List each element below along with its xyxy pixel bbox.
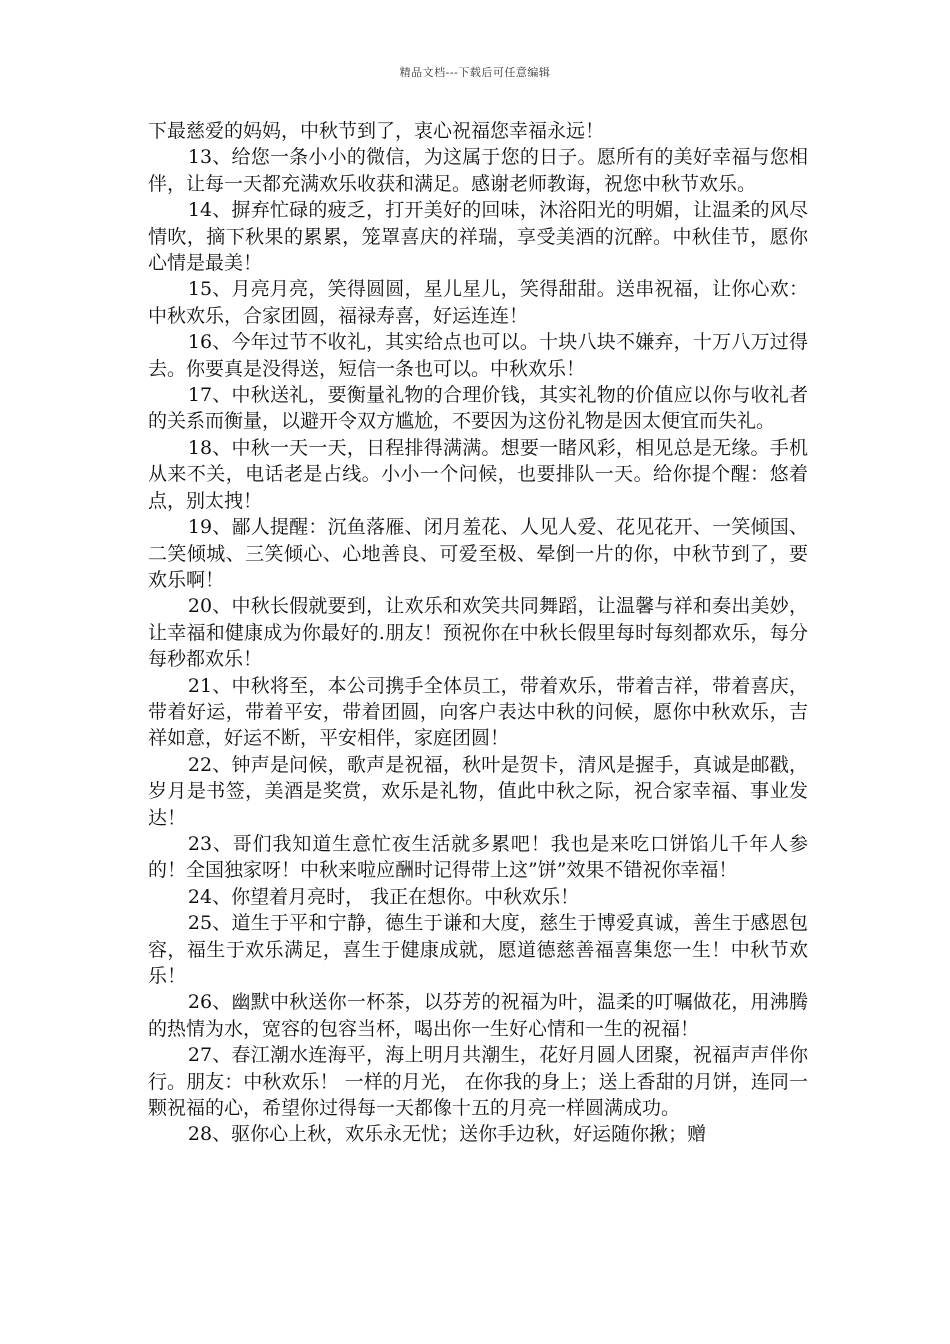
page-header: 精品文档---下载后可任意编辑	[399, 66, 551, 79]
paragraph: 下最慈爱的妈妈，中秋节到了，衷心祝福您幸福永远！	[148, 120, 605, 142]
paragraph: 19、鄙人提醒：沉鱼落雁、闭月羞花、人见人爱、花见花开、一笑倾国、二笑倾城、三笑倾心、心地善良、可爱至极、晕倒一片的你，中秋节到了，要欢乐啊！	[148, 516, 808, 591]
document-body	[148, 118, 808, 1148]
paragraph: 23、哥们我知道生意忙夜生活就多累吧！我也是来吃口饼馅儿千年人参的！全国独家呀！中秋来啦应酬时记得带上这”饼”效果不错祝你幸福！	[148, 832, 808, 882]
paragraph: 24、你望着月亮时， 我正在想你。中秋欢乐！	[187, 885, 580, 908]
paragraph: 28、驱你心上秋，欢乐永无忧；送你手边秋，好运随你揪；赠	[187, 1123, 707, 1146]
paragraph: 27、春江潮水连海平，海上明月共潮生，花好月圆人团聚，祝福声声伴你行。朋友：中秋欢乐！ 一样的月光， 在你我的身上；送上香甜的月饼，连同一颗祝福的心，希望你过得每一天都像十五的月亮一样圆满成功。	[148, 1044, 808, 1120]
paragraph: 15、月亮月亮，笑得圆圆，星儿星儿，笑得甜甜。送串祝福，让你心欢：中秋欢乐，合家团圆，福禄寿喜，好运连连！	[148, 278, 808, 327]
paragraph: 21、中秋将至，本公司携手全体员工，带着欢乐，带着吉祥，带着喜庆，带着好运，带着平安，带着团圆，向客户表达中秋的问候，愿你中秋欢乐，吉祥如意，好运不断，平安相伴，家庭团圆！	[148, 674, 808, 750]
paragraph: 22、钟声是问候，歌声是祝福，秋叶是贺卡，清风是握手，真诚是邮戳，岁月是书签，美酒是奖赏，欢乐是礼物，值此中秋之际，祝合家幸福、事业发达！	[148, 753, 808, 829]
paragraph: 18、中秋一天一天，日程排得满满。想要一睹风彩，相见总是无缘。手机从来不关，电话老是占线。小小一个问候，也要排队一天。给你提个醒：悠着点，别太拽！	[148, 436, 808, 512]
paragraph: 13、给您一条小小的微信，为这属于您的日子。愿所有的美好幸福与您相伴，让每一天都充满欢乐收获和满足。感谢老师教诲，祝您中秋节欢乐。	[148, 146, 808, 195]
paragraph: 25、道生于平和宁静，德生于谦和大度，慈生于博爱真诚，善生于感恩包容，福生于欢乐满足，喜生于健康成就，愿道德慈善福喜集您一生！中秋节欢乐！	[148, 912, 808, 987]
paragraph: 16、今年过节不收礼，其实给点也可以。十块八块不嫌弃，十万八万过得去。你要真是没得送，短信一条也可以。中秋欢乐！	[148, 331, 808, 380]
paragraph: 20、中秋长假就要到，让欢乐和欢笑共同舞蹈，让温馨与祥和奏出美妙，让幸福和健康成为你最好的.朋友！预祝你在中秋长假里每时每刻都欢乐，每分每秒都欢乐！	[148, 595, 808, 671]
paragraph: 17、中秋送礼，要衡量礼物的合理价钱，其实礼物的价值应以你与收礼者的关系而衡量，以避开令双方尴尬，不要因为这份礼物是因太便宜而失礼。	[148, 384, 808, 433]
paragraph: 26、幽默中秋送你一杯茶，以芬芳的祝福为叶，温柔的叮嘱做花，用沸腾的热情为水，宽容的包容当杯，喝出你一生好心情和一生的祝福！	[148, 991, 808, 1040]
paragraph: 14、摒弃忙碌的疲乏，打开美好的回味，沐浴阳光的明媚，让温柔的风尽情吹，摘下秋果的累累，笼罩喜庆的祥瑞，享受美酒的沉醉。中秋佳节，愿你心情是最美！	[148, 199, 808, 275]
